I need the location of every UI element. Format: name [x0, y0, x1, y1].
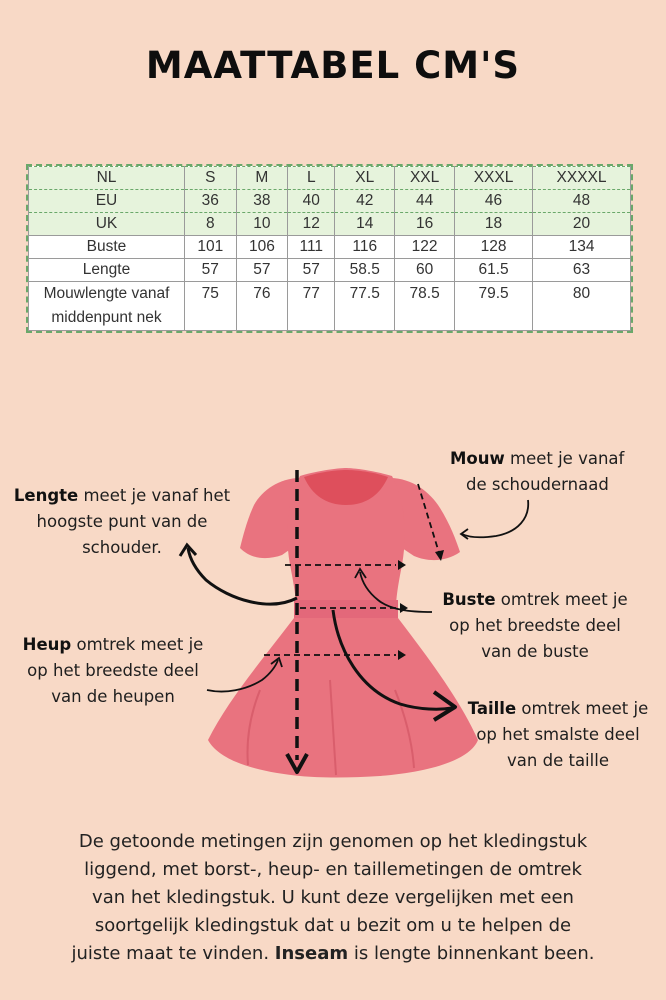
footer-line: liggend, met borst-, heup- en taillemetingen de omtrek: [84, 859, 582, 880]
table-cell: XL: [335, 167, 395, 190]
table-cell: L: [288, 167, 335, 190]
table-cell: 57: [236, 259, 288, 282]
mouw-pointer-head: [461, 529, 468, 539]
table-cell: 8: [185, 213, 237, 236]
row-label: Buste: [29, 236, 185, 259]
taille-annotation: [460, 696, 656, 774]
table-cell: XXXL: [455, 167, 533, 190]
table-cell: 128: [455, 236, 533, 259]
taille-text: omtrek meet je: [516, 699, 649, 718]
buste-label: Buste: [442, 590, 496, 609]
row-label-line: Mouwlengte vanaf: [43, 285, 170, 302]
table-cell: 46: [455, 190, 533, 213]
footer-note: [20, 828, 646, 968]
table-cell: 79.5: [455, 282, 533, 331]
table-cell: 40: [288, 190, 335, 213]
table-cell: 57: [288, 259, 335, 282]
row-label: EU: [29, 190, 185, 213]
taille-label: Taille: [467, 699, 517, 718]
lengte-annotation: [8, 483, 236, 561]
footer-text: juiste maat te vinden.: [71, 943, 275, 964]
footer-line: De getoonde metingen zijn genomen op het kledingstuk: [78, 831, 588, 852]
table-cell: 58.5: [335, 259, 395, 282]
table-cell: M: [236, 167, 288, 190]
page-title: MAATTABEL CM'S: [145, 44, 521, 87]
footer-line: soortgelijk kledingstuk dat u bezit om u te helpen de: [94, 915, 572, 936]
table-cell: S: [185, 167, 237, 190]
table-cell: 101: [185, 236, 237, 259]
table-cell: 111: [288, 236, 335, 259]
table-cell: 80: [533, 282, 631, 331]
buste-annotation: [435, 587, 635, 665]
taille-text: van de taille: [507, 751, 609, 770]
table-cell: 76: [236, 282, 288, 331]
lengte-label: Lengte: [13, 486, 79, 505]
heup-text: van de heupen: [51, 687, 175, 706]
mouw-annotation: [450, 446, 624, 498]
lengte-text: hoogste punt van de: [36, 512, 208, 531]
table-cell: 20: [533, 213, 631, 236]
heup-text: op het breedste deel: [27, 661, 199, 680]
buste-text: van de buste: [481, 642, 589, 661]
table-cell: 122: [395, 236, 455, 259]
table-cell: 48: [533, 190, 631, 213]
heup-label: Heup: [22, 635, 72, 654]
table-cell: 12: [288, 213, 335, 236]
table-cell: 42: [335, 190, 395, 213]
taille-text: op het smalste deel: [476, 725, 640, 744]
table-cell: 57: [185, 259, 237, 282]
buste-text: omtrek meet je: [495, 590, 628, 609]
table-cell: 60: [395, 259, 455, 282]
table-cell: 10: [236, 213, 288, 236]
table-cell: 78.5: [395, 282, 455, 331]
table-cell: XXL: [395, 167, 455, 190]
inseam-label: Inseam: [274, 943, 349, 964]
buste-text: op het breedste deel: [449, 616, 621, 635]
table-cell: 36: [185, 190, 237, 213]
table-cell: 77.5: [335, 282, 395, 331]
mouw-text: meet je vanaf: [504, 449, 625, 468]
mouw-text: de schoudernaad: [466, 475, 609, 494]
table-cell: 61.5: [455, 259, 533, 282]
row-label: Lengte: [29, 259, 185, 282]
row-label-line: middenpunt nek: [51, 309, 162, 326]
footer-line: van het kledingstuk. U kunt deze vergelijken met een: [92, 887, 574, 908]
footer-text: is lengte binnenkant been.: [348, 943, 595, 964]
table-cell: 44: [395, 190, 455, 213]
heup-annotation: [8, 632, 218, 710]
table-cell: 77: [288, 282, 335, 331]
table-cell: 134: [533, 236, 631, 259]
table-cell: 14: [335, 213, 395, 236]
mouw-label: Mouw: [450, 449, 505, 468]
row-label: UK: [29, 213, 185, 236]
mouw-pointer-arrow: [462, 500, 528, 537]
footer-line: [20, 940, 646, 968]
table-cell: 38: [236, 190, 288, 213]
taille-arrowhead: [400, 603, 408, 613]
lengte-text: schouder.: [82, 538, 162, 557]
lengte-text: meet je vanaf het: [78, 486, 231, 505]
table-cell: 18: [455, 213, 533, 236]
table-cell: 75: [185, 282, 237, 331]
table-cell: XXXXL: [533, 167, 631, 190]
table-cell: 116: [335, 236, 395, 259]
row-label: NL: [29, 167, 185, 190]
table-cell: 106: [236, 236, 288, 259]
table-cell: 16: [395, 213, 455, 236]
heup-text: omtrek meet je: [71, 635, 204, 654]
table-cell: 63: [533, 259, 631, 282]
